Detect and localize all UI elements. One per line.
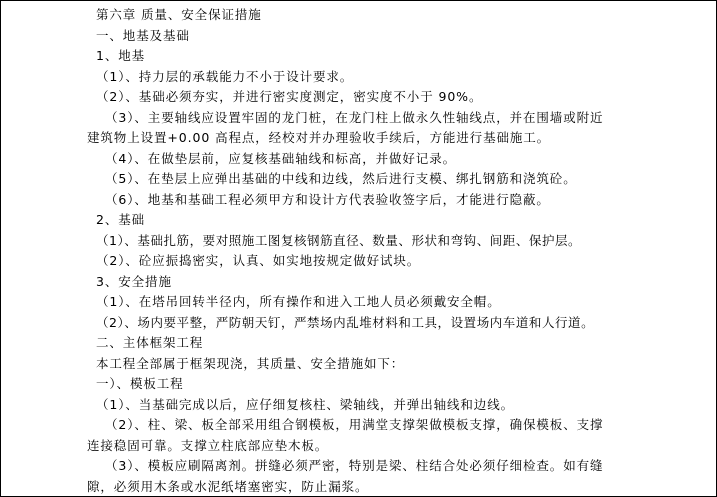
text-line: 建筑物上设置+0.00 高程点，经校对并办理验收手续后，方能进行基础施工。	[87, 130, 551, 145]
text-line: （2）、柱、梁、板全部采用组合钢模板，用满堂支撑架做模板支撑，确保模板、支撑	[105, 417, 604, 432]
text-line: （1）、持力层的承载能力不小于设计要求。	[96, 68, 354, 84]
text-line: 一、地基及基础	[96, 27, 190, 43]
text-line: 连接稳固可靠。支撑立柱底部应垫木板。	[87, 437, 329, 453]
text-line: （3）、模板应刷隔离剂。拼缝必须严密，特别是梁、柱结合处必须仔细检查。如有缝	[105, 458, 604, 473]
text-line: （1）、基础扎筋，要对照施工图复核钢筋直径、数量、形状和弯钩、间距、保护层。	[96, 232, 582, 248]
text-line: （1）、在塔吊回转半径内，所有操作和进入工地人员必须戴安全帽。	[96, 294, 501, 309]
text-line: （2）、基础必须夯实，并进行密实度测定，密实度不小于 90%。	[96, 89, 483, 104]
text-line: 二、主体框架工程	[96, 335, 204, 350]
text-line: （3）、主要轴线应设置牢固的龙门桩，在龙门柱上做永久性轴线点，并在围墙或附近	[105, 109, 604, 125]
text-line: 1、地基	[96, 48, 146, 63]
text-line: 2、基础	[96, 212, 146, 227]
text-line: 一）、模板工程	[96, 376, 184, 391]
text-line: （6）、地基和基础工程必须甲方和设计方代表验收签字后，才能进行隐蔽。	[105, 191, 550, 207]
text-line: （2）、砼应振捣密实，认真、如实地按规定做好试块。	[96, 253, 421, 268]
text-line: （4）、在做垫层前，应复核基础轴线和标高，并做好记录。	[105, 150, 457, 166]
document-body	[87, 5, 711, 497]
text-line: 隙，必须用木条或水泥纸堵塞密实，防止漏浆。	[87, 478, 369, 494]
text-line: （2）、场内要平整，严防朝天钉，严禁场内乱堆材料和工具，设置场内车道和人行道。	[96, 314, 595, 330]
text-line: 第六章 质量、安全保证措施	[96, 7, 262, 22]
text-line: 3、安全措施	[96, 273, 172, 289]
text-line: （1）、当基础完成以后，应仔细复核柱、梁轴线，并弹出轴线和边线。	[96, 396, 515, 412]
text-line: （5）、在垫层上应弹出基础的中线和边线，然后进行支模、绑扎钢筋和浇筑砼。	[105, 171, 577, 186]
text-line: 本工程全部属于框架现浇，其质量、安全措施如下：	[96, 355, 405, 371]
